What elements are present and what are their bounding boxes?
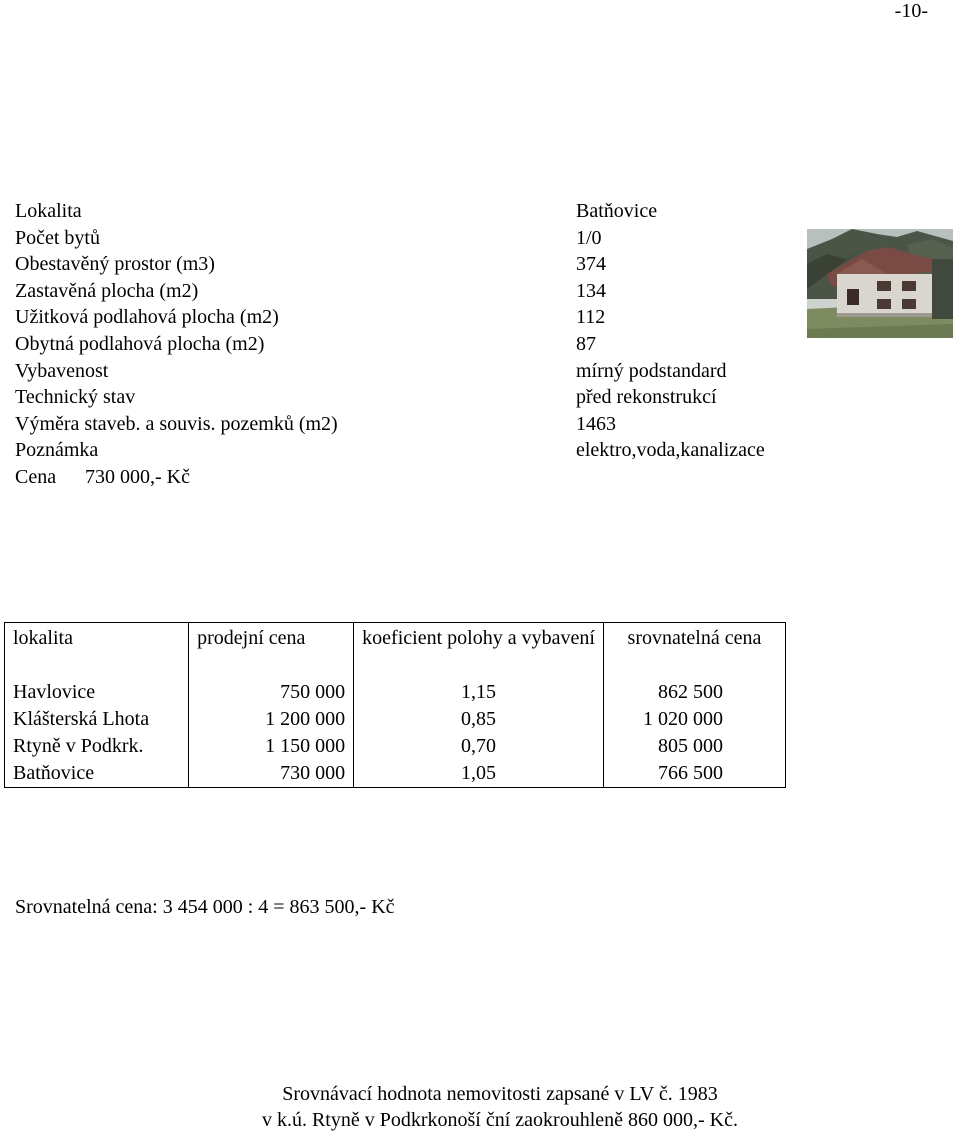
table-row [5, 733, 786, 760]
comparable-price-summary: Srovnatelná cena: 3 454 000 : 4 = 863 500,- Kč [15, 896, 395, 918]
table-cell: Klášterská Lhota [5, 706, 189, 733]
column-header: prodejní cena [189, 623, 354, 680]
detail-value: 134 [576, 279, 606, 302]
column-header: lokalita [5, 623, 189, 680]
detail-value: 1463 [576, 412, 616, 435]
detail-value: 87 [576, 332, 596, 355]
price-value: 730 000,- Kč [85, 465, 190, 488]
detail-label: Obestavěný prostor (m3) [15, 253, 215, 276]
detail-label: Lokalita [15, 200, 82, 222]
table-cell: 766 500 [603, 760, 785, 788]
valuation-conclusion [0, 1081, 960, 1133]
conclusion-line: Srovnávací hodnota nemovitosti zapsané v LV č. 1983 [282, 1083, 718, 1105]
price-label: Cena [15, 465, 57, 488]
table-cell: 1,15 [354, 679, 604, 706]
detail-row [15, 225, 602, 252]
detail-label: Zastavěná plocha (m2) [15, 279, 199, 302]
table-header-row [5, 623, 786, 680]
table-cell: 750 000 [189, 679, 354, 706]
table-cell: 1 150 000 [189, 733, 354, 760]
detail-value: 374 [576, 253, 606, 276]
detail-value: elektro,voda,kanalizace [576, 439, 765, 462]
detail-value: mírný podstandard [576, 359, 727, 382]
detail-value: 112 [576, 306, 606, 329]
detail-row [15, 304, 606, 331]
comparison-table [4, 622, 786, 788]
detail-row [15, 331, 596, 358]
table-cell: 1,05 [354, 760, 604, 788]
detail-label: Poznámka [15, 439, 99, 462]
table-cell: 730 000 [189, 760, 354, 788]
column-header: srovnatelná cena [603, 623, 785, 680]
table-cell: 0,85 [354, 706, 604, 733]
detail-row [15, 251, 606, 278]
property-details [15, 198, 765, 491]
house-photo [807, 229, 953, 338]
detail-label: Obytná podlahová plocha (m2) [15, 332, 265, 355]
table-row [5, 679, 786, 706]
detail-label: Vybavenost [15, 359, 109, 382]
table-cell: Rtyně v Podkrk. [5, 733, 189, 760]
detail-value: před rekonstrukcí [576, 386, 717, 409]
table-cell: 805 000 [603, 733, 785, 760]
table-cell: 1 020 000 [603, 706, 785, 733]
detail-label: Užitková podlahová plocha (m2) [15, 306, 279, 329]
detail-value: Batňovice [576, 200, 658, 222]
detail-row [15, 437, 765, 464]
price-row [15, 464, 190, 491]
detail-row [15, 278, 606, 305]
table-row [5, 760, 786, 788]
table-cell: 862 500 [603, 679, 785, 706]
table-cell: Batňovice [5, 760, 189, 788]
conclusion-line: v k.ú. Rtyně v Podkrkonoší ční zaokrouhleně 860 000,- Kč. [261, 1109, 739, 1131]
column-header: koeficient polohy a vybavení [354, 623, 604, 680]
detail-row [15, 198, 658, 225]
table-row [5, 706, 786, 733]
detail-label: Počet bytů [15, 226, 100, 249]
table-cell: 0,70 [354, 733, 604, 760]
detail-value: 1/0 [576, 226, 602, 249]
detail-row [15, 384, 717, 411]
detail-label: Výměra staveb. a souvis. pozemků (m2) [15, 412, 338, 435]
page-number: -10- [894, 0, 928, 22]
table-cell: 1 200 000 [189, 706, 354, 733]
table-cell: Havlovice [5, 679, 189, 706]
detail-row [15, 411, 616, 438]
detail-row [15, 358, 727, 385]
detail-label: Technický stav [15, 386, 136, 409]
